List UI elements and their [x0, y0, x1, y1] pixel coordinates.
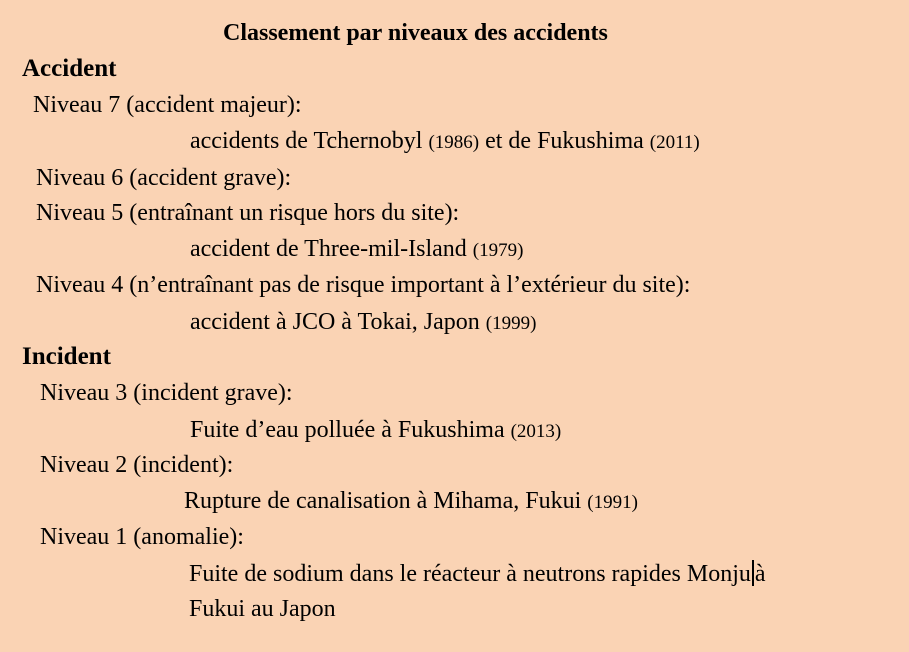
level-7-detail-text: accidents de Tchernobyl [190, 128, 423, 154]
level-5-detail [190, 235, 523, 265]
level-4-detail [190, 308, 536, 338]
level-7-detail [190, 127, 700, 157]
level-3-year: (2013) [510, 421, 562, 442]
level-1-detail-text-end: à [754, 561, 766, 587]
level-2-detail [184, 487, 638, 517]
level-4-year: (1999) [485, 313, 537, 334]
level-3-detail [190, 416, 561, 446]
level-4-detail-text: accident à JCO à Tokai, Japon [190, 309, 480, 335]
level-5-detail-text: accident de Three-mil-Island [190, 236, 467, 262]
level-5-label: Niveau 5 (entraînant un risque hors du site): [36, 200, 460, 226]
level-3-detail-text: Fuite d’eau polluée à Fukushima [190, 417, 505, 443]
level-2-detail-text: Rupture de canalisation à Mihama, Fukui [184, 488, 582, 514]
level-7-year-2: (2011) [649, 132, 700, 153]
section-heading-accident: Accident [22, 55, 117, 82]
level-7-detail-text-2: et de Fukushima [485, 128, 644, 154]
page-title: Classement par niveaux des accidents [223, 20, 608, 46]
level-2-year: (1991) [587, 492, 638, 513]
level-1-detail[interactable] [189, 560, 766, 588]
level-7-label: Niveau 7 (accident majeur): [33, 92, 302, 118]
level-7-year-1: (1986) [428, 132, 480, 153]
section-heading-incident: Incident [22, 343, 111, 370]
level-2-label: Niveau 2 (incident): [40, 452, 234, 478]
level-6-label: Niveau 6 (accident grave): [36, 165, 292, 191]
level-1-detail-line-2: Fukui au Japon [189, 596, 336, 622]
level-1-detail-text: Fuite de sodium dans le réacteur à neutrons rapides Monju [189, 561, 751, 587]
text-cursor [752, 560, 754, 586]
level-5-year: (1979) [472, 240, 524, 261]
level-1-label: Niveau 1 (anomalie): [40, 524, 244, 550]
level-3-label: Niveau 3 (incident grave): [40, 380, 293, 406]
level-4-label: Niveau 4 (n’entraînant pas de risque important à l’extérieur du site): [36, 272, 691, 298]
